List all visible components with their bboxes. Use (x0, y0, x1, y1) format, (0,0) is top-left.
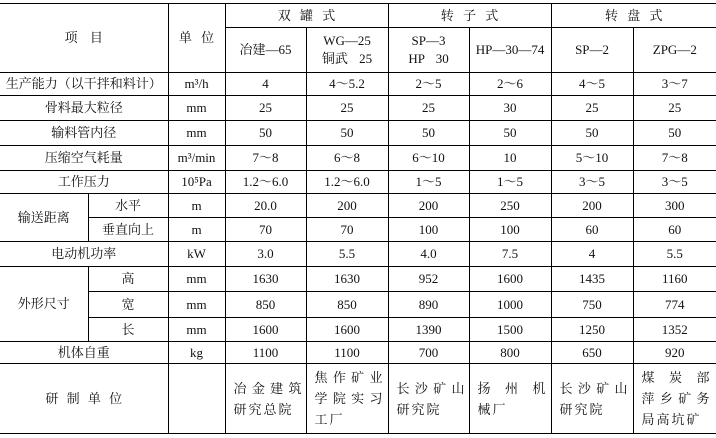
model-header (633, 28, 716, 73)
value-cell: 100 (388, 218, 469, 242)
developer-line: 研究院 (559, 401, 605, 417)
value-cell: 800 (469, 342, 551, 364)
table-row (0, 242, 716, 267)
developer-line: 研究总院 (233, 401, 294, 417)
value-cell: 200 (306, 194, 388, 218)
value-cell: 4 (225, 73, 306, 96)
value-cell: 650 (551, 342, 633, 364)
value-cell: 890 (388, 292, 469, 318)
value-cell: 70 (225, 218, 306, 242)
value-cell: 7.5 (469, 242, 551, 267)
table-row (0, 342, 716, 364)
unit-cell: kg (168, 342, 225, 364)
model-header (469, 28, 551, 73)
value-cell: 1～5 (388, 171, 469, 194)
value-cell: 3～5 (633, 171, 716, 194)
column-group-header: 双 罐 式 (225, 4, 388, 28)
table-row (0, 292, 716, 318)
developer-cell (225, 364, 306, 434)
model-name-line: SP—3 (411, 33, 446, 49)
value-cell: 5.5 (633, 242, 716, 267)
row-sub-label: 宽 (88, 292, 168, 318)
model-name-line: 铜武 25 (321, 51, 373, 66)
value-cell: 4～5 (551, 73, 633, 96)
table-row (0, 146, 716, 171)
row-sub-label: 水平 (88, 194, 168, 218)
value-cell: 750 (551, 292, 633, 318)
developer-line: 研究院 (396, 401, 442, 417)
value-cell: 2～6 (469, 73, 551, 96)
value-cell: 3.0 (225, 242, 306, 267)
spec-table (0, 3, 716, 434)
model-name-line: HP—30—74 (475, 42, 545, 58)
value-cell: 1250 (551, 318, 633, 342)
model-header (225, 28, 306, 73)
row-label: 骨料最大粒径 (0, 96, 168, 121)
table-row (0, 73, 716, 96)
value-cell: 10 (469, 146, 551, 171)
value-cell: 200 (551, 194, 633, 218)
value-cell: 1390 (388, 318, 469, 342)
value-cell: 50 (469, 121, 551, 146)
developer-cell (633, 364, 716, 434)
row-label: 生产能力（以干拌和料计） (0, 73, 168, 96)
value-cell: 920 (633, 342, 716, 364)
header-row-groups (0, 4, 716, 28)
value-cell: 1100 (225, 342, 306, 364)
value-cell: 25 (306, 96, 388, 121)
table-row (0, 267, 716, 292)
model-header (388, 28, 469, 73)
developer-line: 局高坑矿 (641, 412, 702, 427)
value-cell: 50 (388, 121, 469, 146)
developer-row (0, 364, 716, 434)
row-label: 压缩空气耗量 (0, 146, 168, 171)
unit-cell: 10⁵Pa (168, 171, 225, 194)
developer-cell (306, 364, 388, 434)
value-cell: 25 (225, 96, 306, 121)
developer-line: 械厂 (477, 401, 508, 417)
value-cell: 25 (388, 96, 469, 121)
model-name-line: ZPG—2 (652, 42, 697, 58)
developer-line: 萍乡矿务 (641, 391, 710, 406)
value-cell: 700 (388, 342, 469, 364)
value-cell: 1600 (469, 267, 551, 292)
row-label: 机体自重 (0, 342, 168, 364)
value-cell: 1～5 (469, 171, 551, 194)
table-row (0, 171, 716, 194)
table-header (0, 4, 716, 73)
developer-line: 焦作矿业 (314, 370, 383, 385)
value-cell: 1100 (306, 342, 388, 364)
value-cell: 100 (469, 218, 551, 242)
table-row (0, 318, 716, 342)
developer-cell (388, 364, 469, 434)
table-body (0, 73, 716, 434)
unit-cell (168, 364, 225, 434)
unit-column-header: 单 位 (168, 4, 225, 73)
row-sub-label: 长 (88, 318, 168, 342)
value-cell: 300 (633, 194, 716, 218)
unit-cell: mm (168, 318, 225, 342)
developer-line: 长沙矿山 (396, 380, 465, 396)
model-name-line: SP—2 (575, 42, 610, 58)
unit-cell: m³/min (168, 146, 225, 171)
developer-cell (551, 364, 633, 434)
developer-label: 研 制 单 位 (0, 364, 168, 434)
row-sub-label: 高 (88, 267, 168, 292)
value-cell: 1.2～6.0 (306, 171, 388, 194)
table-row (0, 218, 716, 242)
value-cell: 20.0 (225, 194, 306, 218)
unit-cell: mm (168, 121, 225, 146)
value-cell: 25 (633, 96, 716, 121)
value-cell: 7～8 (225, 146, 306, 171)
model-name-line: HP 30 (408, 51, 449, 66)
value-cell: 1500 (469, 318, 551, 342)
model-name-line: 冶建—65 (239, 42, 292, 58)
table-row (0, 121, 716, 146)
value-cell: 1352 (633, 318, 716, 342)
unit-cell: mm (168, 292, 225, 318)
column-group-header: 转 盘 式 (551, 4, 716, 28)
unit-cell: mm (168, 267, 225, 292)
developer-line: 长沙矿山 (559, 380, 628, 396)
value-cell: 5～10 (551, 146, 633, 171)
value-cell: 200 (388, 194, 469, 218)
value-cell: 1630 (306, 267, 388, 292)
unit-cell: mm (168, 96, 225, 121)
unit-cell: m (168, 194, 225, 218)
unit-cell: m (168, 218, 225, 242)
value-cell: 2～5 (388, 73, 469, 96)
value-cell: 6～10 (388, 146, 469, 171)
value-cell: 3～7 (633, 73, 716, 96)
developer-line: 工厂 (314, 412, 345, 427)
value-cell: 5.5 (306, 242, 388, 267)
value-cell: 4～5.2 (306, 73, 388, 96)
developer-line: 煤炭部 (641, 370, 710, 385)
value-cell: 1600 (306, 318, 388, 342)
developer-line: 冶金建筑 (233, 380, 302, 396)
value-cell: 250 (469, 194, 551, 218)
value-cell: 952 (388, 267, 469, 292)
column-group-header: 转 子 式 (388, 4, 551, 28)
table-row (0, 194, 716, 218)
table-row (0, 96, 716, 121)
unit-cell: m³/h (168, 73, 225, 96)
value-cell: 60 (551, 218, 633, 242)
value-cell: 70 (306, 218, 388, 242)
value-cell: 50 (551, 121, 633, 146)
row-label: 电动机功率 (0, 242, 168, 267)
developer-line: 扬州机 (477, 380, 546, 396)
value-cell: 25 (551, 96, 633, 121)
value-cell: 1630 (225, 267, 306, 292)
value-cell: 30 (469, 96, 551, 121)
value-cell: 4 (551, 242, 633, 267)
value-cell: 1.2～6.0 (225, 171, 306, 194)
row-sub-label: 垂直向上 (88, 218, 168, 242)
row-group-label: 输送距离 (0, 194, 88, 242)
row-label: 工作压力 (0, 171, 168, 194)
value-cell: 1160 (633, 267, 716, 292)
model-header (306, 28, 388, 73)
value-cell: 850 (306, 292, 388, 318)
row-label: 输料管内径 (0, 121, 168, 146)
value-cell: 50 (633, 121, 716, 146)
model-header (551, 28, 633, 73)
value-cell: 850 (225, 292, 306, 318)
value-cell: 1600 (225, 318, 306, 342)
value-cell: 50 (225, 121, 306, 146)
developer-cell (469, 364, 551, 434)
value-cell: 50 (306, 121, 388, 146)
item-column-header: 项 目 (0, 4, 168, 73)
model-name-line: WG—25 (323, 33, 371, 49)
row-group-label: 外形尺寸 (0, 267, 88, 342)
value-cell: 60 (633, 218, 716, 242)
value-cell: 1435 (551, 267, 633, 292)
value-cell: 3～5 (551, 171, 633, 194)
value-cell: 774 (633, 292, 716, 318)
developer-line: 学院实习 (314, 391, 383, 406)
unit-cell: kW (168, 242, 225, 267)
value-cell: 6～8 (306, 146, 388, 171)
value-cell: 1000 (469, 292, 551, 318)
value-cell: 4.0 (388, 242, 469, 267)
value-cell: 7～8 (633, 146, 716, 171)
